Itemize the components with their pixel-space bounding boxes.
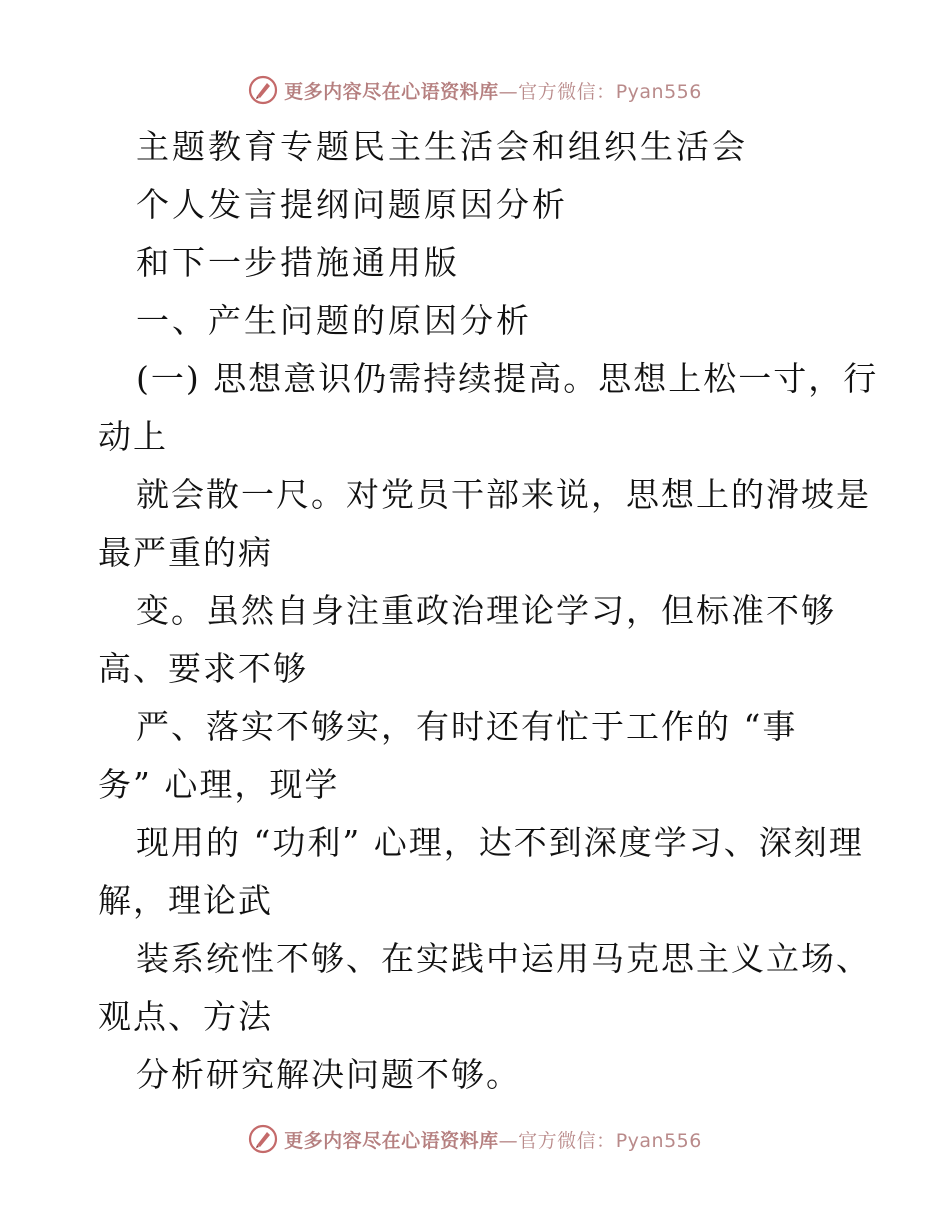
paragraph-line: 现用的 “功利” 心理，达不到深度学习、深刻理 — [136, 823, 864, 862]
watermark-main: 更多内容尽在心语资料库 — [284, 80, 499, 103]
watermark-dash: — — [498, 80, 519, 103]
watermark-id: Pyan556 — [615, 80, 702, 103]
watermark-main: 更多内容尽在心语资料库 — [284, 1129, 499, 1152]
pen-logo-icon — [248, 1124, 278, 1154]
paragraph-line: 高、要求不够 — [98, 649, 308, 688]
doc-title-line-3: 和下一步措施通用版 — [136, 243, 460, 282]
paragraph-line: 解，理论武 — [98, 881, 273, 920]
paragraph-line: 分析研究解决问题不够。 — [136, 1055, 521, 1094]
pen-logo-icon — [248, 75, 278, 105]
header-watermark — [0, 70, 950, 110]
watermark-dash: — — [498, 1129, 519, 1152]
footer-watermark — [0, 1119, 950, 1159]
watermark-text — [284, 1126, 702, 1153]
watermark-wechat: 官方微信： — [518, 1129, 616, 1152]
paragraph-line: 就会散一尺。对党员干部来说，思想上的滑坡是 — [136, 475, 871, 514]
watermark-wechat: 官方微信： — [518, 80, 616, 103]
section-heading: 一、产生问题的原因分析 — [136, 301, 532, 340]
paragraph-line: 严、落实不够实，有时还有忙于工作的 “事 — [136, 707, 798, 746]
doc-title-line-1: 主题教育专题民主生活会和组织生活会 — [136, 127, 748, 166]
watermark-id: Pyan556 — [615, 1129, 702, 1152]
paragraph-line: 务” 心理，现学 — [98, 765, 340, 804]
paragraph-line: 最严重的病 — [98, 533, 273, 572]
watermark-text — [284, 77, 702, 104]
paragraph-line: (一) 思想意识仍需持续提高。思想上松一寸，行 — [136, 359, 879, 398]
paragraph-line: 装系统性不够、在实践中运用马克思主义立场、 — [136, 939, 871, 978]
paragraph-line: 动上 — [98, 417, 168, 456]
document-body — [98, 118, 879, 1104]
paragraph-line: 变。虽然自身注重政治理论学习，但标准不够 — [136, 591, 836, 630]
doc-title-line-2: 个人发言提纲问题原因分析 — [136, 185, 568, 224]
paragraph-line: 观点、方法 — [98, 997, 273, 1036]
